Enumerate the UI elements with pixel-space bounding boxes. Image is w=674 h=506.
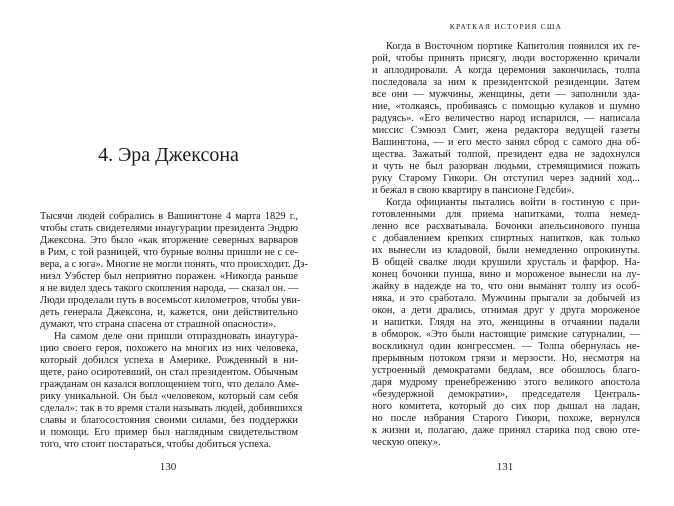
text-line: цию своего героя, похожего на многих из них человека, [40, 343, 298, 354]
text-line: щества. Зажатый толпой, президент едва не задохнулся [372, 149, 640, 160]
text-line: руку Старому Гикори. Он отступил через задний ход... [372, 173, 640, 184]
text-line: Вашингтона, — и его место занял сброд с самого дна об- [372, 137, 640, 148]
text-line: последовала за ним к президентской резиденции. Затем [372, 77, 640, 88]
text-line: и бежал в свою квартиру в пансионе Гедсби». [372, 185, 575, 196]
paragraph [372, 197, 640, 449]
text-line: гражданам он казался воплощением того, что делало Аме- [40, 379, 300, 390]
text-line: окон, а дети дрались, отнимая друг у друга мороженое [372, 305, 640, 316]
text-line: жайку в надежде на то, что они выманят толпу из особ- [372, 281, 640, 292]
text-line: Когда официанты пытались войти в гостиную с при- [386, 197, 640, 208]
paragraph [40, 211, 309, 331]
text-line: в обморок. «Это были настоящие римские сатурналии, — [372, 329, 640, 340]
text-line: Когда в Восточном портике Капитолия появился их ге- [386, 41, 640, 52]
right-page [337, 0, 674, 506]
page-number: 131 [496, 461, 514, 473]
text-line: На самом деле они пришли отпраздновать инаугура- [54, 331, 298, 342]
text-line: в Рим, с той разницей, что бурные волны пришли не с се- [40, 247, 298, 258]
text-line: устроенный демократами бедлам, все обошлось благо- [372, 365, 640, 376]
text-line: который добился успеха в Америке. Рожденный в ни- [40, 355, 298, 366]
text-line: сделал»: так в то время стали называть людей, добившихся [40, 403, 303, 414]
text-line: но после избрания Старого Гикори, похоже, вернулся [372, 413, 640, 424]
text-line: Джексона. Это было «как вторжение северных варваров [40, 235, 298, 246]
text-line: няка, и это сработало. Мужчины прыгали за добычей из [372, 293, 640, 304]
text-line: и чуть не был разорван людьми, стремящимися пожать [372, 161, 640, 172]
text-line: я не видел здесь такого скопления народа, — сказал он. — [40, 283, 299, 294]
text-line: Люди проделали путь в восемьсот километров, чтобы уви- [40, 295, 301, 306]
text-line: и напитки. Глядя на это, женщины в отчаянии падали [372, 317, 640, 328]
text-line: и аплодировали. А когда церемония закончилась, толпа [372, 65, 640, 76]
text-line: рой, чтобы принять присягу, люди восторженно кричали [372, 53, 640, 64]
text-line: В общей свалке люди крушили хрусталь и фарфор. На- [372, 257, 640, 268]
text-line: даря мудрому пренебрежению этого великого апостола [372, 377, 640, 388]
text-line: все они — мужчины, женщины, дети — заполнили зда- [372, 89, 640, 100]
text-line: чтобы стать свидетелями инаугурации президента Эндрю [40, 223, 298, 234]
text-line: ние, «толкаясь, пробиваясь с помощью кулаков и шумно [372, 101, 640, 112]
text-line: конец бочонки пунша, вино и мороженое вынесли на лу- [372, 269, 640, 280]
text-line: рику уникальной. Он был «человеком, который сам себя [40, 391, 298, 402]
text-line: «безудержной демократии», председателя Централь- [372, 389, 640, 400]
text-line: щете, рано осиротевший, он стал президентом. Обычным [40, 367, 298, 378]
text-line: радуясь». «Его величество народ испарился, — написала [372, 113, 640, 124]
text-line: готовленными для приема напитками, толпа немед- [372, 209, 640, 220]
running-header: КРАТКАЯ ИСТОРИЯ США [449, 22, 563, 31]
text-line: того, что стоит постараться, чтобы добиться успеха. [40, 439, 272, 450]
text-line: ческую опеку». [372, 437, 441, 448]
text-line: думают, что страна спасена от страшной опасности». [40, 319, 276, 330]
paragraph [40, 331, 303, 451]
text-line: ленно все расхватывала. Бочонки апельсинового пунша [372, 221, 640, 232]
paragraph [372, 41, 640, 197]
text-line: Тысячи людей собрались в Вашингтоне 4 марта 1829 г., [40, 211, 298, 222]
text-line: их вынесли из кладовой, были немедленно опрокинуты. [372, 245, 640, 256]
page-number: 130 [159, 461, 177, 473]
text-line: ниэл Уэбстер был неприятно поражен. «Никогда раньше [40, 271, 298, 282]
right-page-body [372, 41, 640, 449]
text-line: к жизни и, полагаю, даже принял старика под свою оте- [372, 425, 640, 436]
text-line: вера, а с юга». Многие не могли понять, что происходит. Дэ- [40, 259, 309, 270]
text-line: и помощи. Его пример был наглядным свидетельством [40, 427, 298, 438]
text-line: воскликнул один конгрессмен. — Толпа обернулась не- [372, 341, 640, 352]
text-line: славы и благосостояния своими силами, без поддержки [40, 415, 298, 426]
text-line: ного комитета, который до сих пор дышал на ладан, [372, 401, 640, 412]
text-line: деть генерала Джексона, и, кажется, они действительно [40, 307, 298, 318]
text-line: с добавлением крепких спиртных напитков, как только [372, 233, 640, 244]
text-line: миссис Сэмюэл Смит, жена редактора ведущей газеты [372, 125, 640, 136]
left-page-body [40, 211, 309, 451]
chapter-heading: 4. Эра Джексона [98, 144, 239, 166]
text-line: прерывным потоком грязи и мерзости. Но, несмотря на [372, 353, 640, 364]
